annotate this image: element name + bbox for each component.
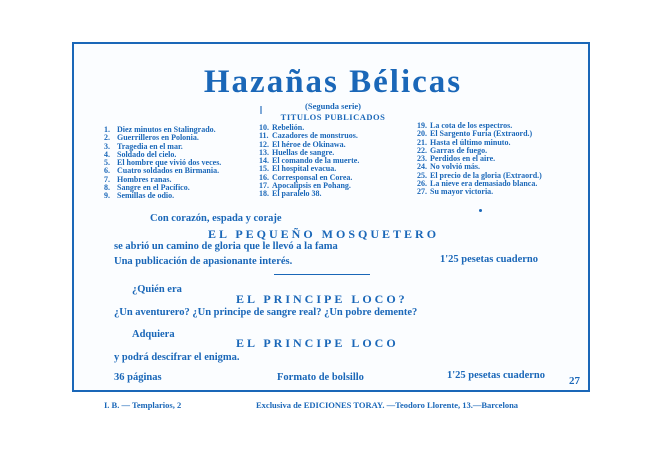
title-number: 21. [417, 137, 427, 147]
stray-mark [260, 106, 262, 114]
title-text: Su mayor victoria. [430, 187, 494, 197]
title-number: 9. [104, 191, 110, 201]
title-number: 17. [259, 181, 269, 191]
title-number: 12. [259, 139, 269, 149]
title-number: 3. [104, 141, 110, 151]
principe-price: 1'25 pesetas cuaderno [447, 370, 545, 381]
title-text: La nieve era demasiado blanca. [430, 179, 538, 189]
title-number: 7. [104, 174, 110, 184]
title-number: 10. [259, 123, 269, 132]
title-number: 8. [104, 183, 110, 193]
titles-column-2 [259, 124, 359, 199]
title-text: El precio de la gloria (Extraord.) [430, 170, 542, 180]
title-text: Garras de fuego. [430, 145, 488, 155]
principe-format: Formato de bolsillo [277, 372, 364, 383]
title-text: Huellas de sangre. [272, 147, 335, 157]
title-number: 13. [259, 147, 269, 157]
title-text: El hombre que vivió dos veces. [117, 158, 222, 168]
mosquetero-publication: Una publicación de apasionante interés. [114, 256, 293, 267]
title-number: 11. [259, 131, 269, 141]
principe-questions: ¿Un aventurero? ¿Un principe de sangre real? ¿Un pobre demente? [114, 307, 418, 318]
title-text: Apocalipsis en Pohang. [272, 181, 351, 191]
title-number: 14. [259, 156, 269, 166]
title-text: Perdidos en el aire. [430, 154, 496, 164]
title-number: 4. [104, 149, 110, 159]
title-text: Soldado del cielo. [117, 149, 177, 159]
stray-dot [479, 209, 482, 212]
mosquetero-tagline: Con corazón, espada y coraje [150, 213, 282, 224]
title-item [417, 188, 542, 196]
titles-column-3 [417, 122, 542, 197]
title-number: 20. [417, 129, 427, 139]
title-item [259, 190, 359, 198]
title-text: Hombres ranas. [117, 174, 172, 184]
ad-panel [72, 42, 590, 392]
title-text: Cuatro soldados en Birmania. [117, 166, 220, 176]
principe-acquire: Adquiera [132, 329, 175, 340]
title-number: 22. [417, 145, 427, 155]
title-number: 2. [104, 133, 110, 143]
title-text: Corresponsal en Corea. [272, 172, 353, 182]
title-text: Semillas de odio. [117, 191, 175, 201]
separator-rule [274, 274, 370, 275]
title-number: 24. [417, 162, 427, 172]
title-text: La cota de los espectros. [430, 121, 513, 130]
principe-pages: 36 páginas [114, 372, 162, 383]
series-subtitle: (Segunda serie) [305, 101, 361, 111]
title-number: 16. [259, 172, 269, 182]
title-number: 18. [259, 189, 269, 199]
title-text: Diez minutos en Stalingrado. [117, 125, 216, 134]
title-text: Sangre en el Pacífico. [117, 183, 190, 193]
title-number: 5. [104, 158, 110, 168]
principe-name: EL PRINCIPE LOCO [236, 336, 399, 350]
title-text: El Sargento Furia (Extraord.) [430, 129, 533, 139]
title-number: 15. [259, 164, 269, 174]
series-title: Hazañas Bélicas [203, 64, 463, 100]
title-number: 23. [417, 154, 427, 164]
title-text: El hospital evacua. [272, 164, 337, 174]
footer-left: I. B. — Templarios, 2 [104, 400, 182, 410]
title-text: El paralelo 38. [272, 189, 322, 199]
mosquetero-description: se abrió un camino de gloria que le llevó a la fama [114, 241, 338, 252]
title-item [104, 192, 221, 200]
mosquetero-price: 1'25 pesetas cuaderno [440, 254, 538, 265]
title-text: Cazadores de monstruos. [272, 131, 358, 141]
title-number: 19. [417, 121, 427, 130]
title-text: El héroe de Okinawa. [272, 139, 346, 149]
title-number: 25. [417, 170, 427, 180]
title-text: No volvió más. [430, 162, 480, 172]
title-text: El comando de la muerte. [272, 156, 360, 166]
footer-right: Exclusiva de EDICIONES TORAY. —Teodoro Llorente, 13.—Barcelona [256, 400, 519, 410]
title-text: Tragedia en el mar. [117, 141, 183, 151]
title-number: 26. [417, 179, 427, 189]
title-text: Hasta el último minuto. [430, 137, 511, 147]
title-number: 6. [104, 166, 110, 176]
page-number: 27 [569, 375, 580, 387]
mosquetero-name: EL PEQUEÑO MOSQUETERO [208, 227, 440, 241]
principe-question: ¿Quién era [132, 284, 182, 295]
principe-name-question: EL PRINCIPE LOCO? [236, 292, 408, 306]
principe-decipher: y podrá descifrar el enigma. [114, 352, 240, 363]
title-number: 1. [104, 125, 110, 134]
titles-column-1 [104, 126, 221, 201]
title-text: Rebelión. [272, 123, 305, 132]
title-text: Guerrilleros en Polonia. [117, 133, 199, 143]
title-number: 27. [417, 187, 427, 197]
published-titles-header: TITULOS PUBLICADOS [280, 112, 386, 122]
